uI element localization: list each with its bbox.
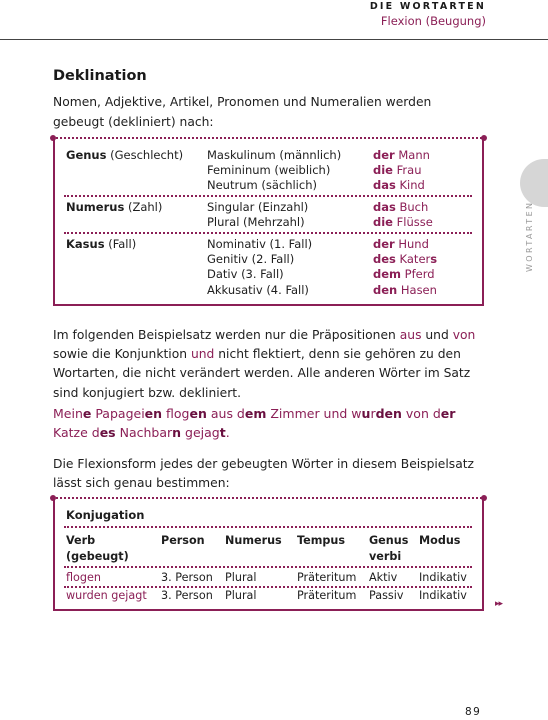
column-header-modus: Modus xyxy=(419,534,461,547)
explanation-paragraph: Im folgenden Beispielsatz werden nur die Präpositionen aus und von sowie die Konjunktion und nicht flektiert, denn sie gehören zu den Wortarten, die nicht verändert werden. Alle anderen Wörter im Satz sind konjugiert bzw. dekliniert. xyxy=(53,328,476,400)
column-header-person: Person xyxy=(161,534,205,547)
table-cell-verb: flogen xyxy=(66,571,101,584)
kasus-example: dem Pferd xyxy=(373,267,435,282)
table-cell-modus: Indikativ xyxy=(419,571,467,584)
kasus-label: Dativ (3. Fall) xyxy=(207,267,284,282)
declension-divider xyxy=(64,195,472,197)
conjugation-divider xyxy=(64,566,472,568)
header-rule xyxy=(0,39,548,40)
example-sentence: Meine Papageien flogen aus dem Zimmer und wurden von der Katze des Nachbarn gejagt. xyxy=(53,406,456,441)
genus-key: Genus (Geschlecht) xyxy=(66,148,184,162)
genus-example: die Frau xyxy=(373,163,422,178)
column-header-verb: Verb (gebeugt) xyxy=(66,534,129,563)
kasus-example: des Katers xyxy=(373,252,438,267)
continue-arrow-icon: ▸▸ xyxy=(495,599,503,609)
table-cell-tempus: Präteritum xyxy=(297,571,357,584)
kasus-label: Nominativ (1. Fall) xyxy=(207,237,313,251)
kasus-example: den Hasen xyxy=(373,282,437,297)
table-cell-genus: Aktiv xyxy=(369,571,398,584)
table-cell-tempus: Präteritum xyxy=(297,589,357,602)
table-cell-verb: wurden gejagt xyxy=(66,589,147,602)
side-tab-label: WORTARTEN xyxy=(525,200,534,272)
table-cell-numerus: Plural xyxy=(225,571,257,584)
genus-labels xyxy=(207,148,341,194)
flexion-paragraph: Die Flexionsform jedes der gebeugten Wörter in diesem Beispielsatz lässt sich genau bestimmen: xyxy=(53,457,475,491)
genus-label: Femininum (weiblich) xyxy=(207,163,331,178)
kasus-example: der Hund xyxy=(373,237,429,251)
numerus-key: Numerus (Zahl) xyxy=(66,200,163,214)
table-cell-person: 3. Person xyxy=(161,571,213,584)
page-number: 89 xyxy=(465,706,482,718)
section-title: Deklination xyxy=(53,68,147,84)
conjugation-title: Konjugation xyxy=(66,508,145,522)
numerus-label: Plural (Mehrzahl) xyxy=(207,215,305,230)
kasus-labels xyxy=(207,237,312,298)
numerus-example: die Flüsse xyxy=(373,215,433,230)
column-header-tempus: Tempus xyxy=(297,534,346,547)
genus-example: der Mann xyxy=(373,148,430,162)
table-cell-modus: Indikativ xyxy=(419,589,467,602)
kasus-label: Akkusativ (4. Fall) xyxy=(207,282,309,297)
genus-examples xyxy=(373,148,430,194)
kasus-examples xyxy=(373,237,437,298)
column-header-genus-verbi: Genus verbi xyxy=(369,534,409,563)
table-cell-genus: Passiv xyxy=(369,589,404,602)
genus-example: das Kind xyxy=(373,178,425,193)
numerus-examples xyxy=(373,200,433,230)
numerus-example: das Buch xyxy=(373,200,429,214)
genus-label: Neutrum (sächlich) xyxy=(207,178,317,193)
numerus-label: Singular (Einzahl) xyxy=(207,200,309,214)
kasus-label: Genitiv (2. Fall) xyxy=(207,252,295,267)
running-header-subtitle: Flexion (Beugung) xyxy=(380,14,486,28)
declension-divider xyxy=(64,232,472,234)
intro-paragraph: Nomen, Adjektive, Artikel, Pronomen und Numeralien werden gebeugt (dekliniert) nach: xyxy=(53,95,432,129)
running-header-title: DIE WORTARTEN xyxy=(369,1,486,12)
conjugation-divider xyxy=(64,526,472,528)
genus-label: Maskulinum (männlich) xyxy=(207,148,342,162)
numerus-labels xyxy=(207,200,308,230)
column-header-numerus: Numerus xyxy=(225,534,282,547)
kasus-key: Kasus (Fall) xyxy=(66,237,137,251)
table-cell-numerus: Plural xyxy=(225,589,257,602)
table-cell-person: 3. Person xyxy=(161,589,213,602)
side-thumb-tab xyxy=(520,159,548,207)
